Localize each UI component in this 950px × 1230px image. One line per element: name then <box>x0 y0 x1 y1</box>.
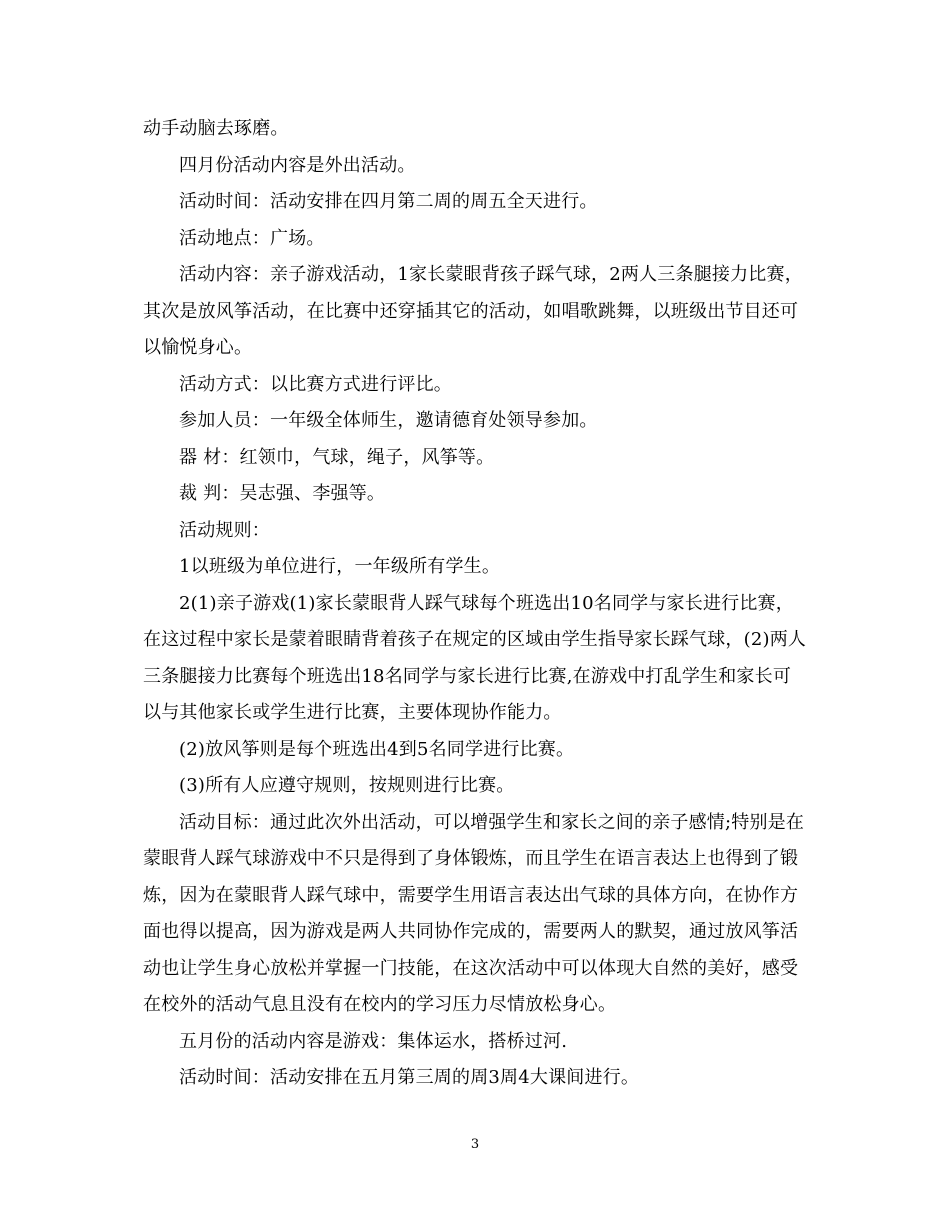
paragraph-equipment: 器 材：红领巾，气球，绳子，风筝等。 <box>179 446 495 468</box>
paragraph-rule-compliance: (3)所有人应遵守规则，按规则进行比赛。 <box>179 775 515 796</box>
paragraph-activity-method: 活动方式：以比赛方式进行评比。 <box>179 373 452 395</box>
page-number: 3 <box>470 1137 480 1152</box>
paragraph-rule-2: 2(1)亲子游戏(1)家长蒙眼背人踩气球每个班选出10名同学与家长进行比赛，在这过程中家长是蒙着眼睛背着孩子在规定的区域由学生指导家长踩气球，(2)两人三条腿接力比赛每个班选出18名同学与家长进行比赛,在游戏中打乱学生和家长可以与其他家长或学生进行比赛，主要体现协作能力。 <box>143 592 807 723</box>
paragraph-may-activity: 五月份的活动内容是游戏：集体运水，搭桥过河. <box>179 1030 568 1052</box>
paragraph-may-time: 活动时间：活动安排在五月第三周的周3周4大课间进行。 <box>179 1067 640 1088</box>
paragraph-activity-goal: 活动目标：通过此次外出活动，可以增强学生和家长之间的亲子感情;特别是在蒙眼背人踩气球游戏中不只是得到了身体锻炼，而且学生在语言表达上也得到了锻炼，因为在蒙眼背人踩气球中，需要学生用语言表达出气球的具体方向，在协作方面也得以提高，因为游戏是两人共同协作完成的，需要两人的默契，通过放风筝活动也让学生身心放松并掌握一门技能，在这次活动中可以体现大自然的美好，感受在校外的活动气息且没有在校内的学习压力尽情放松身心。 <box>143 811 805 1015</box>
paragraph-rules-heading: 活动规则： <box>179 519 270 541</box>
paragraph-continuation: 动手动脑去琢磨。 <box>143 118 289 139</box>
paragraph-activity-time: 活动时间：活动安排在四月第二周的周五全天进行。 <box>179 191 598 212</box>
document-body <box>143 111 808 1097</box>
paragraph-rule-1: 1以班级为单位进行，一年级所有学生。 <box>179 556 501 577</box>
paragraph-participants: 参加人员：一年级全体师生，邀请德育处领导参加。 <box>179 410 598 431</box>
paragraph-activity-location: 活动地点：广场。 <box>179 227 325 249</box>
paragraph-referees: 裁 判：吴志强、李强等。 <box>179 483 386 504</box>
paragraph-rule-kite: (2)放风筝则是每个班选出4到5名同学进行比赛。 <box>179 738 575 760</box>
paragraph-april-activity: 四月份活动内容是外出活动。 <box>179 154 416 176</box>
paragraph-activity-content: 活动内容：亲子游戏活动，1家长蒙眼背孩子踩气球，2两人三条腿接力比赛，其次是放风筝活动，在比赛中还穿插其它的活动，如唱歌跳舞，以班级出节目还可以愉悦身心。 <box>143 264 803 358</box>
